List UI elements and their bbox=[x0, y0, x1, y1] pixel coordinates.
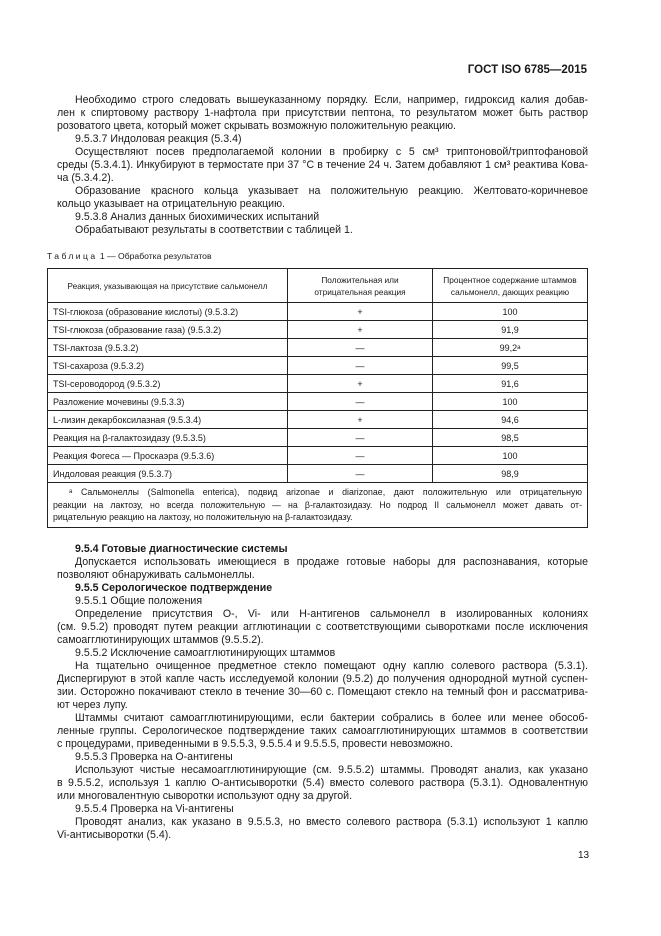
sign-cell: — bbox=[288, 339, 433, 357]
text-line: розоватого цвета, который может скрывать возможную положительную реакцию. bbox=[57, 120, 456, 132]
text-line: 9.5.5.1 Общие положения bbox=[75, 595, 203, 607]
text-line: 9.5.3.7 Индоловая реакция (5.3.4) bbox=[75, 133, 242, 145]
reaction-cell: Реакция на β-галактозидазу (9.5.3.5) bbox=[48, 429, 288, 447]
header-percent: Процентное содержание штаммов сальмонелл, дающих реакцию bbox=[433, 269, 588, 303]
footnote-line: реакции на лактозу, но всегда положительную — на β-галактозидазу. Но подрод II сальмонелл может давать от- bbox=[53, 499, 582, 510]
table-row bbox=[48, 303, 588, 321]
results-table bbox=[47, 268, 588, 528]
reaction-cell: Индоловая реакция (9.5.3.7) bbox=[48, 465, 288, 483]
reaction-cell: TSI-глюкоза (образование газа) (9.5.3.2) bbox=[48, 321, 288, 339]
text-line: ют через лупу. bbox=[57, 699, 128, 711]
paragraph bbox=[57, 608, 588, 647]
percent-cell: 100 bbox=[433, 447, 588, 465]
table-row bbox=[48, 393, 588, 411]
paragraph bbox=[57, 146, 588, 185]
table-caption bbox=[47, 251, 212, 261]
text-line: зии. Осторожно покачивают стекло в течение 30—60 с. Помещают стекло на темный фон и рассматрива- bbox=[57, 686, 588, 698]
text-line: кольцо указывает на отрицательную реакцию. bbox=[57, 198, 285, 210]
text-line: Образование красного кольца указывает на положительную реакцию. Желтовато-коричневое bbox=[75, 185, 588, 197]
table-row bbox=[48, 411, 588, 429]
table-row bbox=[48, 447, 588, 465]
text-line: Vi-антисыворотки (5.4). bbox=[57, 829, 172, 841]
reaction-cell: TSI-глюкоза (образование кислоты) (9.5.3.2) bbox=[48, 303, 288, 321]
document-header: ГОСТ ISO 6785—2015 bbox=[467, 64, 587, 76]
text-line: Допускается использовать имеющиеся в продаже готовые наборы для распознавания, которые bbox=[75, 556, 588, 568]
sign-cell: + bbox=[288, 411, 433, 429]
text-line: 9.5.3.8 Анализ данных биохимических испытаний bbox=[75, 211, 320, 223]
bottom-text bbox=[57, 543, 588, 842]
text-line: самоагглютинирующих штаммов (9.5.5.2). bbox=[57, 634, 264, 646]
sign-cell: — bbox=[288, 357, 433, 375]
header-reaction: Реакция, указывающая на присутствие сальмонелл bbox=[48, 269, 288, 303]
paragraph bbox=[57, 660, 588, 712]
sign-cell: + bbox=[288, 321, 433, 339]
table-footnote bbox=[48, 483, 588, 528]
table-row bbox=[48, 429, 588, 447]
table-row bbox=[48, 375, 588, 393]
section-heading bbox=[57, 803, 588, 816]
paragraph bbox=[57, 712, 588, 751]
text-line: Определение присутствия О-, Vi- или Н-антигенов сальмонелл в изолированных колониях bbox=[75, 608, 588, 620]
percent-cell: 99,2ᵃ bbox=[433, 339, 588, 357]
table-header-row bbox=[48, 269, 588, 303]
text-line: Обрабатывают результаты в соответствии с таблицей 1. bbox=[75, 224, 353, 236]
percent-cell: 91,6 bbox=[433, 375, 588, 393]
paragraph bbox=[57, 764, 588, 803]
sign-cell: + bbox=[288, 303, 433, 321]
text-line: 9.5.5.2 Исключение самоагглютинирующих штаммов bbox=[75, 647, 336, 659]
text-line: или многовалентную сыворотки используют одну за другой. bbox=[57, 790, 353, 802]
text-line: лен к спиртовому раствору 1-нафтола при присутствии пептона, то результатом может быть раствор bbox=[57, 107, 588, 119]
percent-cell: 94,6 bbox=[433, 411, 588, 429]
top-text bbox=[57, 94, 588, 237]
reaction-cell: L-лизин декарбоксилазная (9.5.3.4) bbox=[48, 411, 288, 429]
percent-cell: 100 bbox=[433, 303, 588, 321]
table-row bbox=[48, 465, 588, 483]
footnote-line: рицательную реакцию на лактозу, но положительную на β-галактозидазу. bbox=[53, 512, 353, 522]
text-line: в 9.5.5.2, используя 1 каплю О-антисыворотки (5.4) вместо солевого раствора (5.3.1). Одновалентную bbox=[57, 777, 588, 789]
text-line: 9.5.5.3 Проверка на О-антигены bbox=[75, 751, 233, 763]
paragraph bbox=[57, 94, 588, 133]
paragraph bbox=[57, 816, 588, 842]
text-line: 9.5.5 Серологическое подтверждение bbox=[75, 582, 273, 594]
text-line: с процедурами, приведенными в 9.5.5.3, 9.5.5.4 и 9.5.5.5, провести невозможно. bbox=[57, 738, 453, 750]
section-heading bbox=[57, 133, 588, 146]
text-line: Штаммы считают самоагглютинирующими, если бактерии собрались в более или менее обособ- bbox=[75, 712, 588, 724]
reaction-cell: TSI-сероводород (9.5.3.2) bbox=[48, 375, 288, 393]
sign-cell: — bbox=[288, 465, 433, 483]
text-line: Используют чистые несамоагглютинирующие (см. 9.5.5.2) штаммы. Проводят анализ, как указано bbox=[75, 764, 588, 776]
sign-cell: + bbox=[288, 375, 433, 393]
section-heading bbox=[57, 543, 588, 556]
header-sign: Положительная или отрицательная реакция bbox=[288, 269, 433, 303]
page-number: 13 bbox=[578, 850, 590, 861]
sign-cell: — bbox=[288, 447, 433, 465]
reaction-cell: TSI-лактоза (9.5.3.2) bbox=[48, 339, 288, 357]
section-heading bbox=[57, 582, 588, 595]
reaction-cell: TSI-сахароза (9.5.3.2) bbox=[48, 357, 288, 375]
text-line: Осуществляют посев предполагаемой колонии в пробирку с 5 см³ триптоновой/триптофановой bbox=[75, 146, 588, 158]
sign-cell: — bbox=[288, 429, 433, 447]
text-line: позволяют обнаруживать сальмонеллы. bbox=[57, 569, 255, 581]
text-line: среды (5.3.4.1). Инкубируют в термостате при 37 °С в течение 24 ч. Затем добавляют 1 см³ реактива Кова- bbox=[57, 159, 588, 171]
text-line: Необходимо строго следовать вышеуказанному порядку. Если, например, гидроксид калия добав- bbox=[75, 94, 588, 106]
percent-cell: 99,5 bbox=[433, 357, 588, 375]
section-heading bbox=[57, 647, 588, 660]
sign-cell: — bbox=[288, 393, 433, 411]
paragraph bbox=[57, 556, 588, 582]
table-row bbox=[48, 321, 588, 339]
reaction-cell: Разложение мочевины (9.5.3.3) bbox=[48, 393, 288, 411]
paragraph bbox=[57, 185, 588, 211]
table-caption-title: 1 — Обработка результатов bbox=[97, 251, 212, 261]
table-row bbox=[48, 339, 588, 357]
percent-cell: 91,9 bbox=[433, 321, 588, 339]
text-line: 9.5.4 Готовые диагностические системы bbox=[75, 543, 288, 555]
text-line: (см. 9.5.2) проводят путем реакции агглютинации с соответствующими сыворотками после исключения bbox=[57, 621, 588, 633]
section-heading bbox=[57, 595, 588, 608]
section-heading bbox=[57, 211, 588, 224]
percent-cell: 100 bbox=[433, 393, 588, 411]
table-caption-label: Таблица bbox=[47, 251, 98, 261]
text-line: 9.5.5.4 Проверка на Vi-антигены bbox=[75, 803, 234, 815]
table-row bbox=[48, 357, 588, 375]
footnote-row bbox=[48, 483, 588, 528]
text-line: Диспергируют в этой капле часть исследуемой колонии (9.5.2) до получения однородной мутной суспен- bbox=[57, 673, 588, 685]
section-heading bbox=[57, 224, 588, 237]
text-line: Проводят анализ, как указано в 9.5.5.3, но вместо солевого раствора (5.3.1) используют 1 каплю bbox=[75, 816, 588, 828]
text-line: ча (5.3.4.2). bbox=[57, 172, 114, 184]
footnote-line: ᵃ Сальмонеллы (Salmonella enterica), подвид arizonae и diarizonae, дают положительную или отрицательную bbox=[69, 487, 582, 497]
percent-cell: 98,9 bbox=[433, 465, 588, 483]
percent-cell: 98,5 bbox=[433, 429, 588, 447]
reaction-cell: Реакция Фогеса — Проскаэра (9.5.3.6) bbox=[48, 447, 288, 465]
section-heading bbox=[57, 751, 588, 764]
text-line: ленные группы. Серологическое подтверждение таких самоагглютинирующих штаммов в соответствии bbox=[57, 725, 588, 737]
text-line: На тщательно очищенное предметное стекло помещают одну каплю солевого раствора (5.3.1). bbox=[75, 660, 588, 672]
